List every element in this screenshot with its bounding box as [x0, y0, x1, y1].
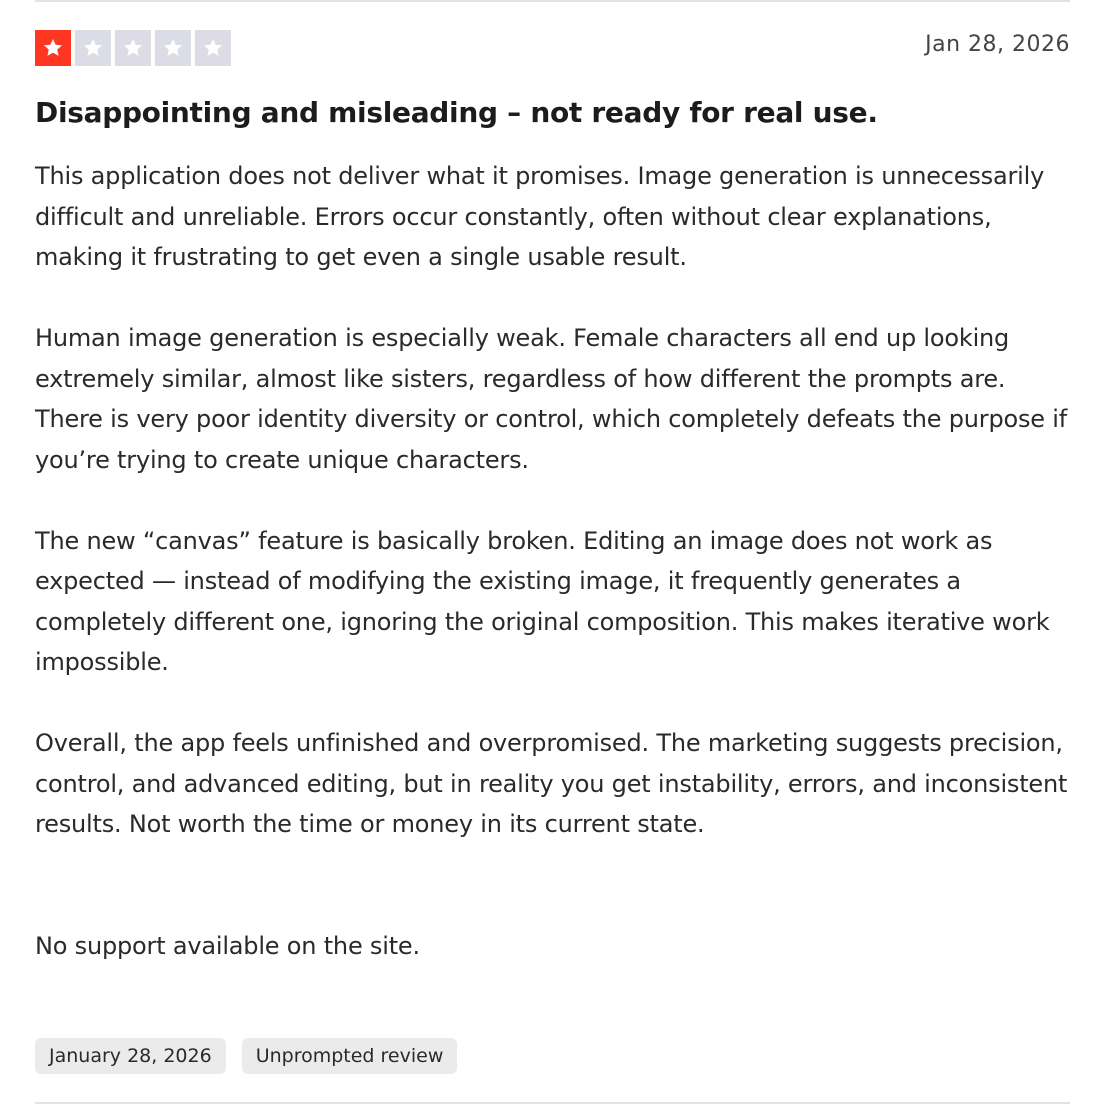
star-icon [82, 37, 104, 59]
star-2 [75, 30, 111, 66]
review-date: Jan 28, 2026 [925, 32, 1070, 57]
review-paragraph: No support available on the site. [35, 931, 420, 960]
star-icon [122, 37, 144, 59]
top-divider [35, 0, 1070, 2]
date-of-experience-tag: January 28, 2026 [35, 1038, 226, 1074]
bottom-divider [35, 1102, 1070, 1104]
unprompted-review-tag[interactable]: Unprompted review [242, 1038, 458, 1074]
review-header [35, 30, 1070, 67]
review-paragraph: The new “canvas” feature is basically broken. Editing an image does not work as expected — instead of modifying the existing image, it frequently generates a completely different one, ignoring the original composition. This makes iterative work impossible. [35, 526, 1050, 676]
star-4 [155, 30, 191, 66]
review-paragraph: This application does not deliver what it promises. Image generation is unnecessarily difficult and unreliable. Errors occur constantly, often without clear explanations, making it frustrating to get even a single usable result. [35, 162, 1045, 271]
star-1 [35, 30, 71, 66]
review-paragraph: Human image generation is especially weak. Female characters all end up looking extremely similar, almost like sisters, regardless of how different the prompts are. There is very poor identity diversity or control, which completely defeats the purpose if you’re trying to create unique characters. [35, 324, 1067, 474]
star-rating [35, 30, 231, 66]
review-body [35, 156, 1070, 966]
star-5 [195, 30, 231, 66]
review-title: Disappointing and misleading – not ready for real use. [35, 96, 878, 129]
review-card [35, 30, 1070, 1007]
star-icon [42, 37, 64, 59]
review-tags [35, 1038, 457, 1074]
star-icon [202, 37, 224, 59]
star-icon [162, 37, 184, 59]
star-3 [115, 30, 151, 66]
review-paragraph: Overall, the app feels unfinished and overpromised. The marketing suggests precision, control, and advanced editing, but in reality you get instability, errors, and inconsistent results. Not worth the time or money in its current state. [35, 729, 1068, 838]
